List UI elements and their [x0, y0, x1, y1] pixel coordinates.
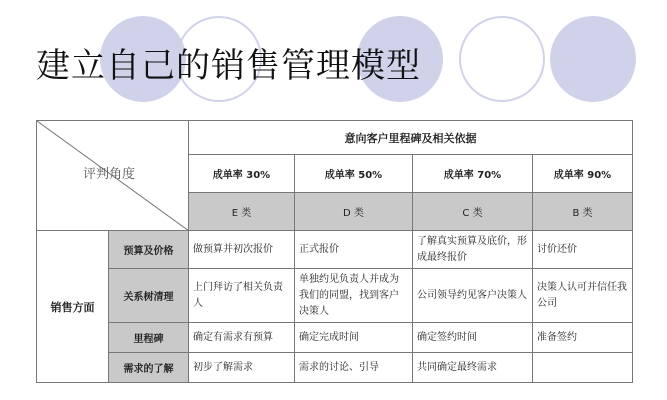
- table-cell: 准备签约: [533, 323, 633, 353]
- table-cell: 正式报价: [295, 231, 413, 269]
- table-cell: 决策人认可并信任我公司: [533, 269, 633, 323]
- table-cell: 确定完成时间: [295, 323, 413, 353]
- table-cell: 共同确定最终需求: [413, 353, 533, 383]
- table-cell: 确定有需求有预算: [189, 323, 295, 353]
- corner-header-cell: [37, 121, 189, 231]
- table-cell: 公司领导约见客户决策人: [413, 269, 533, 323]
- class-header: E 类: [189, 193, 295, 231]
- row-label: 需求的了解: [109, 353, 189, 383]
- section-label: 销售方面: [37, 231, 109, 383]
- row-label: 里程碑: [109, 323, 189, 353]
- class-header: B 类: [533, 193, 633, 231]
- rate-header: 成单率 70%: [413, 155, 533, 193]
- header-main: 意向客户里程碑及相关依据: [189, 121, 633, 155]
- table-row: [37, 231, 633, 269]
- table-row: [37, 323, 633, 353]
- sales-model-table: [36, 120, 633, 383]
- table-cell: 讨价还价: [533, 231, 633, 269]
- table-cell: 做预算并初次报价: [189, 231, 295, 269]
- rate-header: 成单率 30%: [189, 155, 295, 193]
- table-row: [37, 269, 633, 323]
- rate-header: 成单率 90%: [533, 155, 633, 193]
- row-label: 关系树清理: [109, 269, 189, 323]
- table-cell: 单独约见负责人并成为我们的同盟，找到客户决策人: [295, 269, 413, 323]
- page-title: 建立自己的销售管理模型: [36, 46, 421, 86]
- row-label: 预算及价格: [109, 231, 189, 269]
- class-header: D 类: [295, 193, 413, 231]
- table-cell: 确定签约时间: [413, 323, 533, 353]
- class-header: C 类: [413, 193, 533, 231]
- table-cell: 初步了解需求: [189, 353, 295, 383]
- table-cell: 了解真实预算及底价，形成最终报价: [413, 231, 533, 269]
- table-row: [37, 353, 633, 383]
- decorative-circle: [459, 16, 545, 102]
- table-cell: 上门拜访了相关负责人: [189, 269, 295, 323]
- table-cell: 需求的讨论、引导: [295, 353, 413, 383]
- corner-label: 评判角度: [83, 167, 136, 182]
- table-cell: [533, 353, 633, 383]
- rate-header: 成单率 50%: [295, 155, 413, 193]
- decorative-circle: [550, 16, 636, 102]
